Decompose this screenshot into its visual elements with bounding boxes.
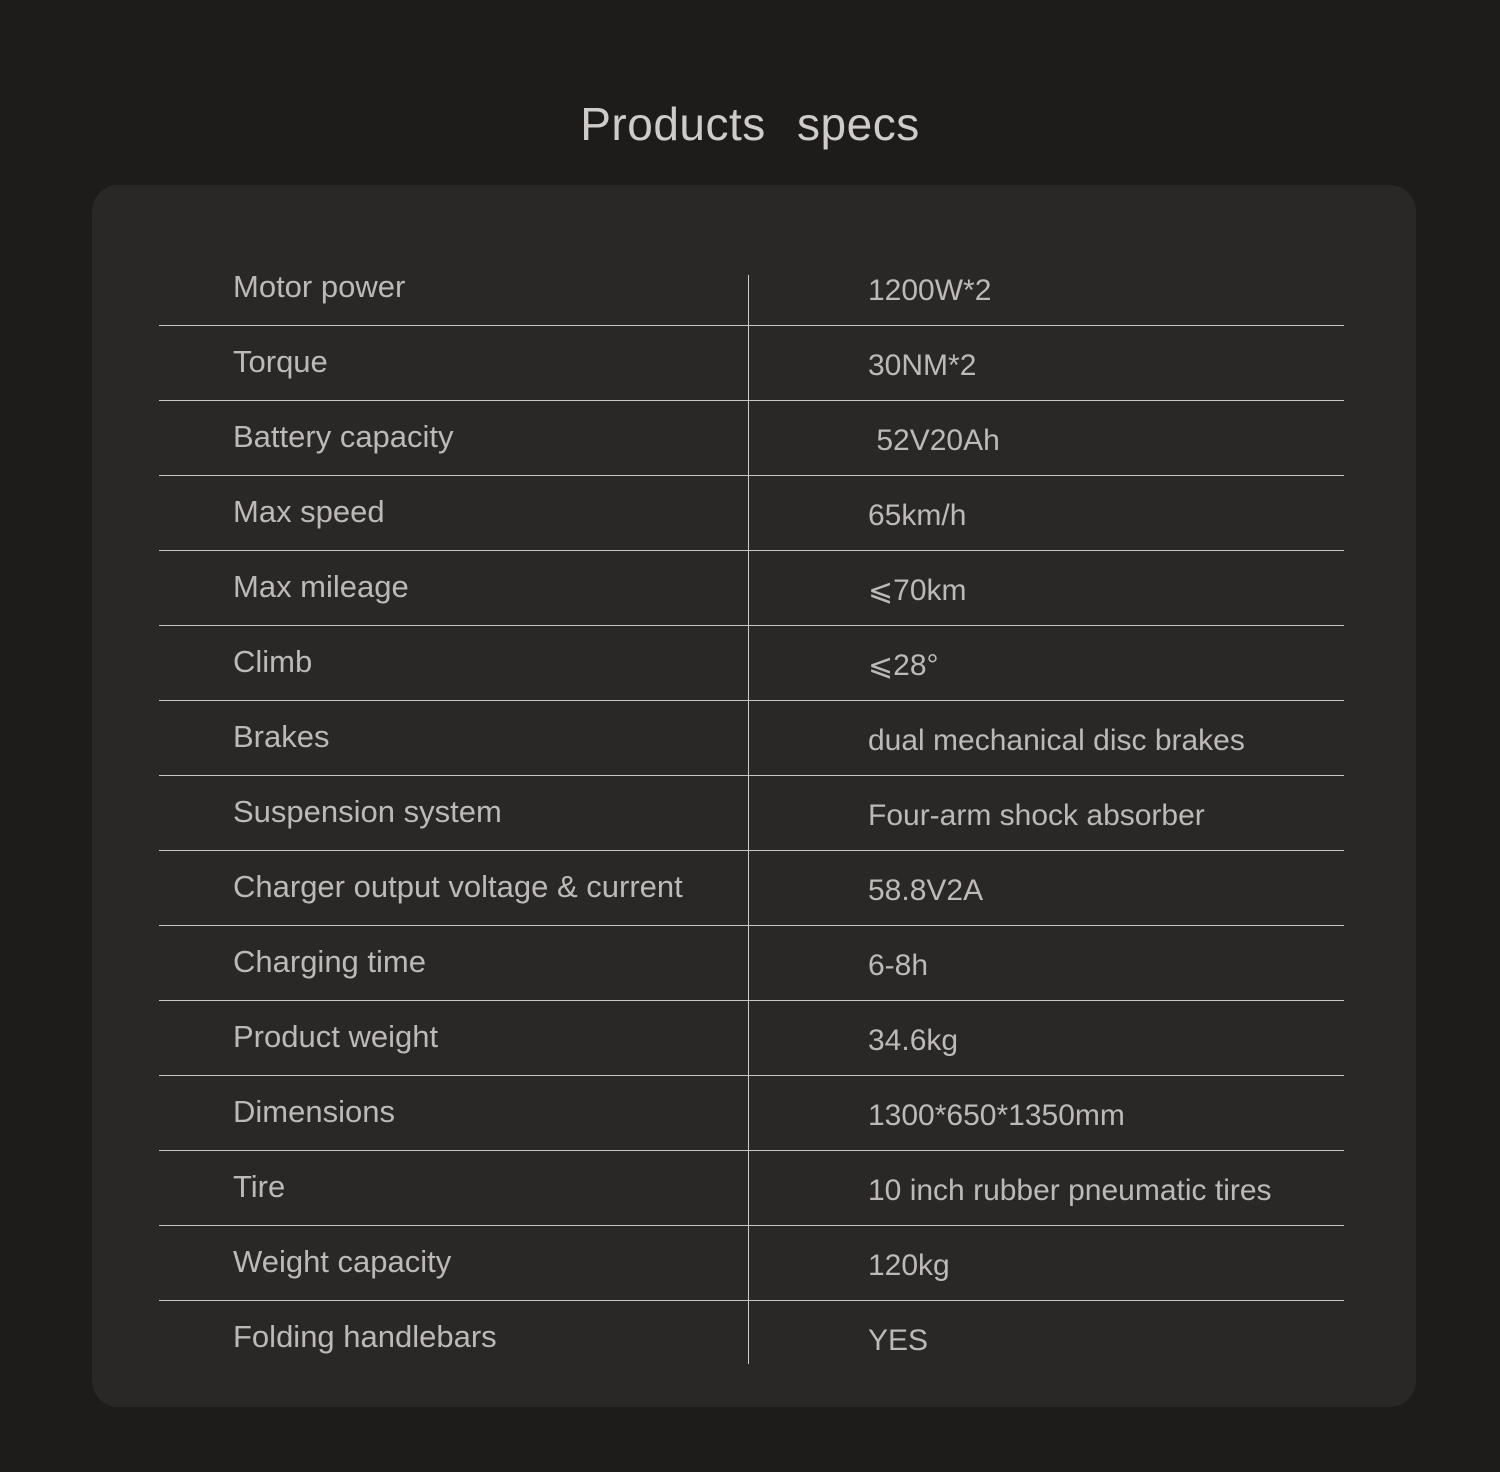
spec-value: 1300*650*1350mm — [868, 1099, 1125, 1132]
spec-row-product-weight — [159, 1001, 1344, 1076]
spec-value: ⩽28° — [868, 649, 939, 682]
spec-row-charging-time — [159, 926, 1344, 1001]
spec-label: Battery capacity — [233, 419, 454, 454]
spec-value: 10 inch rubber pneumatic tires — [868, 1174, 1272, 1207]
spec-row-max-mileage — [159, 551, 1344, 626]
spec-row-weight-capacity — [159, 1226, 1344, 1301]
spec-value: 34.6kg — [868, 1024, 959, 1057]
spec-label: Motor power — [233, 269, 406, 304]
spec-label: Charger output voltage & current — [233, 869, 683, 904]
spec-row-dimensions — [159, 1076, 1344, 1151]
spec-row-climb — [159, 626, 1344, 701]
spec-row-battery-capacity — [159, 401, 1344, 476]
spec-label: Charging time — [233, 944, 426, 979]
spec-label: Dimensions — [233, 1094, 395, 1129]
spec-label: Brakes — [233, 719, 330, 754]
spec-value: 30NM*2 — [868, 349, 977, 382]
spec-row-motor-power — [159, 251, 1344, 326]
page-title: Products specs — [580, 98, 920, 150]
spec-label: Max speed — [233, 494, 385, 529]
spec-value: 58.8V2A — [868, 874, 984, 907]
spec-row-suspension-system — [159, 776, 1344, 851]
spec-value: 1200W*2 — [868, 274, 992, 307]
spec-value: Four-arm shock absorber — [868, 799, 1205, 832]
spec-row-charger-output — [159, 851, 1344, 926]
spec-label: Max mileage — [233, 569, 409, 604]
spec-row-brakes — [159, 701, 1344, 776]
spec-label: Weight capacity — [233, 1244, 452, 1279]
spec-value: dual mechanical disc brakes — [868, 724, 1245, 757]
spec-label: Product weight — [233, 1019, 439, 1054]
spec-value: YES — [868, 1324, 929, 1357]
spec-label: Torque — [233, 344, 328, 379]
spec-value: 65km/h — [868, 499, 967, 532]
spec-label: Tire — [233, 1169, 286, 1204]
spec-value: 120kg — [868, 1249, 950, 1282]
spec-row-max-speed — [159, 476, 1344, 551]
spec-value: ⩽70km — [868, 574, 967, 607]
spec-value: 6-8h — [868, 949, 929, 982]
spec-value: 52V20Ah — [868, 424, 1000, 457]
spec-label: Climb — [233, 644, 313, 679]
spec-row-torque — [159, 326, 1344, 401]
spec-label: Suspension system — [233, 794, 502, 829]
spec-row-folding-handlebars — [159, 1301, 1344, 1376]
spec-label: Folding handlebars — [233, 1319, 497, 1354]
spec-row-tire — [159, 1151, 1344, 1226]
